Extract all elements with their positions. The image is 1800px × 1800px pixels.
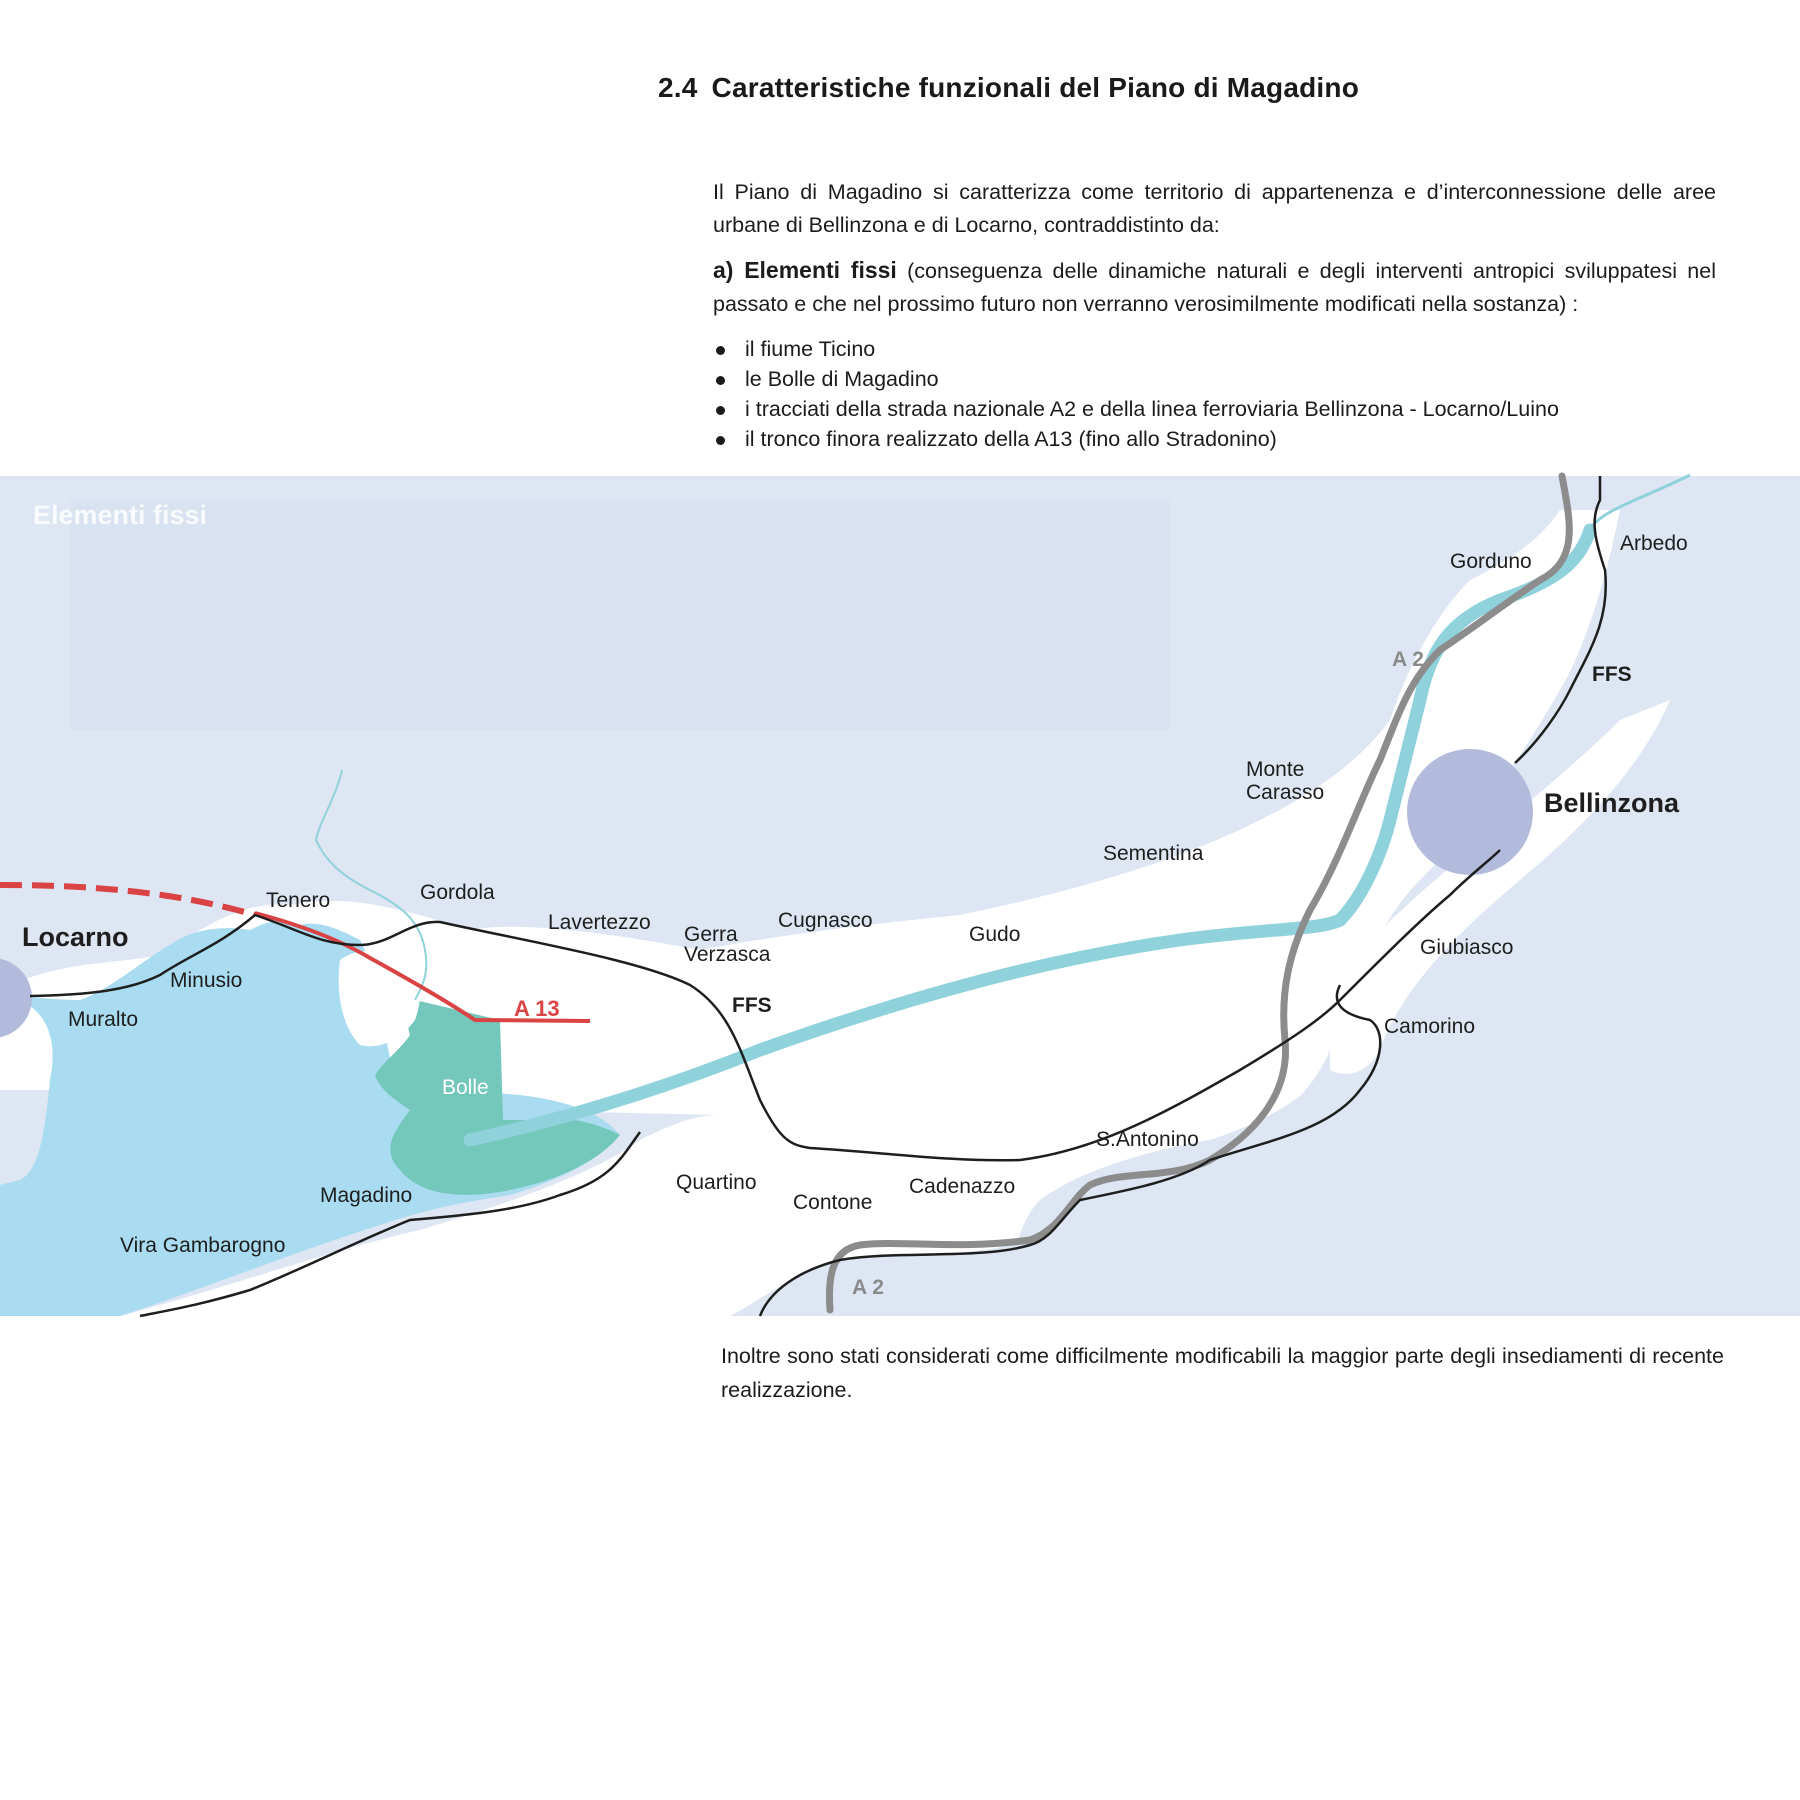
map-figure	[0, 470, 1800, 1320]
label-tenero: Tenero	[266, 889, 331, 912]
map-title: Elementi fissi	[33, 500, 208, 530]
label-lavertezzo: Lavertezzo	[548, 911, 651, 934]
label-muralto: Muralto	[68, 1008, 139, 1031]
label-quartino: Quartino	[676, 1171, 757, 1194]
label-gordola: Gordola	[420, 881, 495, 904]
label-a13: A 13	[514, 996, 560, 1021]
section-title: Caratteristiche funzionali del Piano di Magadino	[711, 72, 1359, 103]
label-sementina: Sementina	[1103, 842, 1204, 865]
list-item: il fiume Ticino	[713, 334, 1559, 364]
bullet-icon	[716, 376, 725, 385]
bullet-icon	[716, 436, 725, 445]
label-s-antonino: S.Antonino	[1096, 1128, 1199, 1151]
label-locarno: Locarno	[22, 922, 129, 952]
map-svg	[0, 470, 1800, 1320]
label-ffs-middle: FFS	[732, 994, 772, 1017]
label-bellinzona: Bellinzona	[1544, 788, 1680, 818]
fixed-elements-label: a) Elementi fissi	[713, 257, 897, 283]
label-gerra-2: Verzasca	[684, 943, 771, 966]
label-monte-carasso-2: Carasso	[1246, 781, 1325, 804]
label-gerra-1: Gerra	[684, 923, 738, 946]
label-gorduno: Gorduno	[1450, 550, 1532, 573]
label-giubiasco: Giubiasco	[1420, 936, 1514, 959]
section-heading	[658, 72, 1359, 104]
fixed-elements-description: (conseguenza delle dinamiche naturali e degli interventi antropici sviluppatesi nel passato e che nel prossimo futuro non verranno verosimilmente modificati nella sostanza) :	[713, 259, 1716, 316]
bellinzona-circle	[1407, 749, 1533, 875]
fixed-elements-paragraph	[713, 254, 1716, 321]
label-arbedo: Arbedo	[1620, 532, 1688, 555]
section-number: 2.4	[658, 72, 698, 103]
label-contone: Contone	[793, 1191, 873, 1214]
label-bolle: Bolle	[442, 1076, 489, 1099]
label-magadino: Magadino	[320, 1184, 413, 1207]
map-background-shade	[70, 500, 1170, 730]
label-vira-gambarogno: Vira Gambarogno	[120, 1234, 286, 1257]
bullet-icon	[716, 406, 725, 415]
label-minusio: Minusio	[170, 969, 243, 992]
label-cadenazzo: Cadenazzo	[909, 1175, 1016, 1198]
bullet-icon	[716, 346, 725, 355]
intro-paragraph: Il Piano di Magadino si caratterizza come territorio di appartenenza e d’interconnessione delle aree urbane di Bellinzona e di Locarno, contraddistinto da:	[713, 180, 1716, 237]
label-a2-south: A 2	[852, 1276, 884, 1299]
list-item: il tronco finora realizzato della A13 (fino allo Stradonino)	[713, 424, 1559, 454]
label-a2-north: A 2	[1392, 648, 1424, 671]
label-camorino: Camorino	[1384, 1015, 1476, 1038]
label-ffs-north: FFS	[1592, 663, 1632, 686]
label-monte-carasso-1: Monte	[1246, 758, 1305, 781]
footer-paragraph: Inoltre sono stati considerati come difficilmente modificabili la maggior parte degli insediamenti di recente realizzazione.	[721, 1344, 1724, 1402]
label-cugnasco: Cugnasco	[778, 909, 873, 932]
list-item: le Bolle di Magadino	[713, 364, 1559, 394]
fixed-elements-list	[713, 334, 1559, 454]
list-item: i tracciati della strada nazionale A2 e della linea ferroviaria Bellinzona - Locarno/Luino	[713, 394, 1559, 424]
label-gudo: Gudo	[969, 923, 1021, 946]
